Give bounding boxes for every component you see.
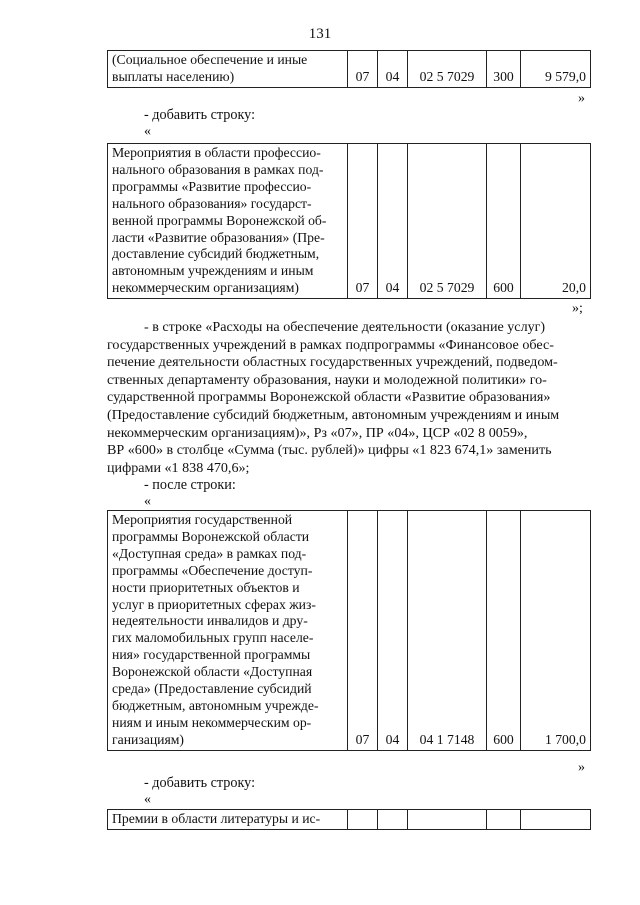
pr-cell: 04 xyxy=(378,511,408,751)
desc-line: Воронежской области «Доступная xyxy=(112,664,313,680)
instruction-add-row: - добавить строку: xyxy=(144,107,256,123)
close-quote: » xyxy=(578,91,585,106)
desc-line: доставление субсидий бюджетным, xyxy=(112,246,320,262)
budget-row-social-payments xyxy=(107,50,591,88)
pr-cell xyxy=(378,810,408,830)
para-line: некоммерческим организациям)», Рз «07», ПР «04», ЦСР «02 8 0059», xyxy=(107,424,528,441)
vr-cell xyxy=(487,810,521,830)
budget-row-accessible-environment xyxy=(107,510,591,751)
sum-cell: 20,0 xyxy=(521,144,591,299)
row-description xyxy=(108,51,348,88)
desc-line: нального образования в рамках под- xyxy=(112,161,324,177)
desc-line: нального образования» государст- xyxy=(112,195,312,211)
para-line: государственных учреждений в рамках подпрограммы «Финансовое обес- xyxy=(107,336,554,353)
row-description xyxy=(108,144,348,299)
pr-cell: 04 xyxy=(378,51,408,88)
close-quote: » xyxy=(578,760,585,775)
para-line: цифрами «1 838 470,6»; xyxy=(107,459,250,476)
open-quote: « xyxy=(144,494,151,509)
vr-cell: 600 xyxy=(487,144,521,299)
desc-line: бюджетным, автономным учрежде- xyxy=(112,697,319,713)
sum-cell: 1 700,0 xyxy=(521,511,591,751)
sum-cell xyxy=(521,810,591,830)
sum-cell: 9 579,0 xyxy=(521,51,591,88)
open-quote: « xyxy=(144,792,151,807)
rz-cell xyxy=(348,810,378,830)
para-line: (Предоставление субсидий бюджетным, автономным учреждениям и иным xyxy=(107,406,560,423)
desc-line: Премии в области литературы и ис- xyxy=(112,811,321,826)
para-line: печение деятельности областных государственных учреждений, подведом- xyxy=(107,354,558,371)
rz-cell: 07 xyxy=(348,51,378,88)
amendment-paragraph xyxy=(107,319,591,477)
row-description xyxy=(108,511,348,751)
row-description xyxy=(108,810,348,830)
para-line: ственных департаменту образования, науки и молодежной политики» го- xyxy=(107,371,547,388)
desc-line: программы «Обеспечение доступ- xyxy=(112,562,313,578)
desc-line: (Социальное обеспечение и иные xyxy=(112,52,308,67)
desc-line: недеятельности инвалидов и дру- xyxy=(112,613,308,629)
pr-cell: 04 xyxy=(378,144,408,299)
csr-cell: 02 5 7029 xyxy=(408,144,487,299)
desc-line: венной программы Воронежской об- xyxy=(112,212,327,228)
desc-line: программы «Развитие профессио- xyxy=(112,178,312,194)
csr-cell: 02 5 7029 xyxy=(408,51,487,88)
rz-cell: 07 xyxy=(348,144,378,299)
desc-line: гих маломобильных групп населе- xyxy=(112,630,314,646)
desc-line: выплаты населению) xyxy=(112,68,235,84)
desc-line: Мероприятия государственной xyxy=(112,512,293,527)
desc-line: ния» государственной программы xyxy=(112,647,311,663)
desc-line: ности приоритетных объектов и xyxy=(112,579,300,595)
para-line: сударственной программы Воронежской области «Развитие образования» xyxy=(107,389,551,406)
instruction-add-row: - добавить строку: xyxy=(144,775,256,791)
instruction-after-row: - после строки: xyxy=(144,477,236,493)
csr-cell: 04 1 7148 xyxy=(408,511,487,751)
budget-row-literature-prizes xyxy=(107,809,591,830)
desc-line: ганизациям) xyxy=(112,731,184,747)
desc-line: услуг в приоритетных сферах жиз- xyxy=(112,596,316,612)
page-number: 131 xyxy=(308,26,332,42)
para-line: - в строке «Расходы на обеспечение деятельности (оказание услуг) xyxy=(144,319,546,335)
desc-line: автономным учреждениям и иным xyxy=(112,263,314,279)
para-line: ВР «600» в столбце «Сумма (тыс. рублей)» цифры «1 823 674,1» заменить xyxy=(107,442,552,459)
csr-cell xyxy=(408,810,487,830)
close-quote: »; xyxy=(572,301,583,316)
open-quote: « xyxy=(144,124,151,139)
rz-cell: 07 xyxy=(348,511,378,751)
desc-line: ласти «Развитие образования» (Пре- xyxy=(112,229,325,245)
desc-line: некоммерческим организациям) xyxy=(112,280,299,296)
vr-cell: 300 xyxy=(487,51,521,88)
desc-line: Мероприятия в области профессио- xyxy=(112,145,321,160)
vr-cell: 600 xyxy=(487,511,521,751)
desc-line: программы Воронежской области xyxy=(112,528,310,544)
desc-line: среда» (Предоставление субсидий xyxy=(112,681,312,697)
desc-line: ниям и иным некоммерческим ор- xyxy=(112,714,312,730)
budget-row-professional-education xyxy=(107,143,591,299)
desc-line: «Доступная среда» в рамках под- xyxy=(112,545,307,561)
